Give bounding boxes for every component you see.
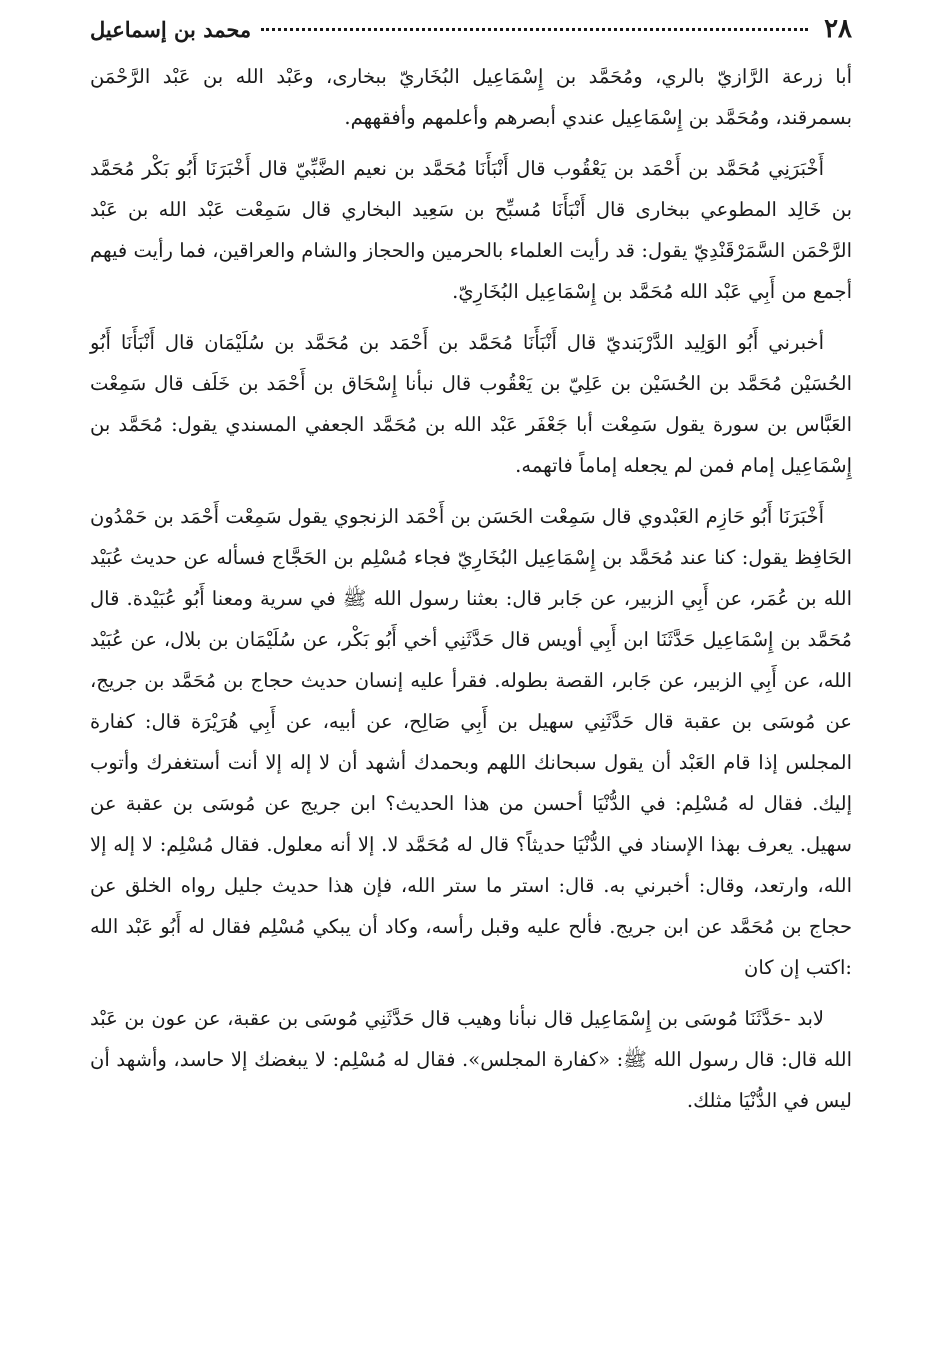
paragraph: أَخْبَرَنَا أَبُو حَازِم العَبْدوي قال سَمِعْت الحَسَن بن أَحْمَد الزنجوي يقول سَمِعْت أَحْمَد بن حَمْدُون الحَافِظ يقول: كنا عند مُحَمَّد بن إِسْمَاعِيل البُخَارِيّ فجاء مُسْلِم بن الحَجَّاج فسأله عن حديث عُبَيْد الله بن عُمَر، عن أَبِي الزبير، عن جَابر قال: بعثنا رسول الله ﷺ في سرية ومعنا أَبُو عُبَيْدة. قال مُحَمَّد بن إِسْمَاعِيل حَدَّثَنَا ابن أَبِي أويس قال حَدَّثَنِي أخي أَبُو بَكْر، عن سُلَيْمَان بن بلال، عن عُبَيْد الله، عن أَبِي الزبير، عن جَابر، القصة بطوله. فقرأ عليه إنسان حديث حجاج بن مُحَمَّد بن جريج، عن مُوسَى بن عقبة قال حَدَّثَنِي سهيل بن أَبِي صَالِح، عن أبيه، عن أَبِي هُرَيْرَة قال: كفارة المجلس إذا قام العَبْد أن يقول سبحانك اللهم وبحمدك أشهد أن لا إله إلا أنت أستغفرك وأتوب إليك. فقال له مُسْلِم: في الدُّنْيَا أحسن من هذا الحديث؟ ابن جريج عن مُوسَى بن عقبة عن سهيل. يعرف بهذا الإسناد في الدُّنْيَا حديثاً؟ قال له مُحَمَّد لا. إلا أنه معلول. فقال مُسْلِم: لا إله إلا الله، وارتعد، وقال: أخبرني به. قال: استر ما ستر الله، فإن هذا حديث جليل رواه الخلق عن حجاج بن مُحَمَّد عن ابن جريج. فألح عليه وقبل رأسه، وكاد أن يبكي مُسْلِم فقال له أَبُو عَبْد الله :اكتب إن كان <box>90 505 852 979</box>
chapter-title: محمد بن إسماعيل <box>90 17 252 42</box>
book-page <box>90 14 852 1334</box>
body-text <box>90 56 852 1121</box>
running-header <box>90 14 852 56</box>
page-number: ٢٨ <box>824 14 852 44</box>
paragraph: أبا زرعة الرَّازيّ بالري، ومُحَمَّد بن إِسْمَاعِيل البُخَاريّ ببخارى، وعَبْد الله بن عَبْد الرَّحْمَن بسمرقند، ومُحَمَّد بن إِسْمَاعِيل عندي أبصرهم وأعلمهم وأفقههم. <box>90 65 852 129</box>
paragraph: أخبرني أَبُو الوَلِيد الدَّرْبَنديّ قال أَنْبَأَنَا مُحَمَّد بن أَحْمَد بن مُحَمَّد بن سُلَيْمَان قال أَنْبَأَنَا أَبُو الحُسَيْن مُحَمَّد بن الحُسَيْن بن عَلِيّ بن يَعْقُوب قال نبأنا إِسْحَاق بن أَحْمَد بن خَلَف قال سَمِعْت العَبَّاس بن سورة يقول سَمِعْت أبا جَعْفَر عَبْد الله بن مُحَمَّد الجعفي المسندي يقول: مُحَمَّد بن إِسْمَاعِيل إمام فمن لم يجعله إماماً فاتهمه. <box>90 331 852 477</box>
paragraph: لابد -حَدَّثَنَا مُوسَى بن إِسْمَاعِيل قال نبأنا وهيب قال حَدَّثَنِي مُوسَى بن عقبة، عن عون بن عَبْد الله قال: قال رسول الله ﷺ: «كفارة المجلس». فقال له مُسْلِم: لا يبغضك إلا حاسد، وأشهد أن ليس في الدُّنْيَا مثلك. <box>90 1007 852 1112</box>
paragraph: أَخْبَرَنِي مُحَمَّد بن أَحْمَد بن يَعْقُوب قال أَنْبَأَنَا مُحَمَّد بن نعيم الضَّبِّيّ قال أَخْبَرَنَا أَبُو بَكْر مُحَمَّد بن خَالِد المطوعي ببخارى قال أَنْبَأَنَا مُسبِّح بن سَعِيد البخاري قال سَمِعْت عَبْد الله بن عَبْد الرَّحْمَن السَّمَرْقَنْدِيّ يقول: قد رأيت العلماء بالحرمين والحجاز والشام والعراقين، فما رأيت فيهم أجمع من أَبِي عَبْد الله مُحَمَّد بن إِسْمَاعِيل البُخَارِيّ. <box>90 157 852 303</box>
header-dotted-leader <box>261 28 808 31</box>
